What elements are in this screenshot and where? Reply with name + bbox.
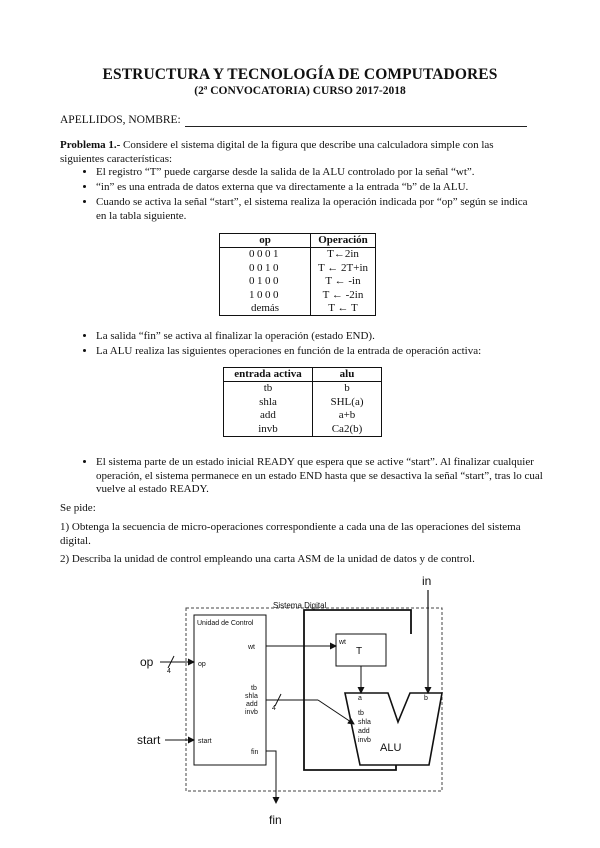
list-item: • La ALU realiza las siguientes operaciones en función de la entrada de operación activa:: [96, 345, 556, 359]
alu-b-port: b: [424, 695, 428, 702]
list-item: • El registro “T” puede cargarse desde la salida de la ALU controlado por la señal “wt”.: [96, 166, 536, 180]
table-cell: 0001: [220, 248, 311, 262]
alu-input-label: shla: [358, 719, 371, 726]
op-table-header: op: [220, 234, 311, 248]
question-2: 2) Describa la unidad de control empleando una carta ASM de la unidad de datos y de control.: [60, 553, 475, 565]
in-label: in: [422, 574, 432, 588]
alu-input-label: tb: [358, 710, 364, 717]
table-cell: SHL(a): [313, 396, 382, 409]
table-cell: T ← -in: [311, 275, 376, 288]
register-label: T: [356, 646, 363, 657]
page-title: ESTRUCTURA Y TECNOLOGÍA DE COMPUTADORES: [102, 66, 498, 83]
start-label: start: [137, 733, 161, 747]
table-cell: b: [313, 382, 382, 396]
table-cell: Ca2(b): [313, 423, 382, 437]
list-item: • Cuando se activa la señal “start”, el sistema realiza la operación indicada por “op” según se indica en la tabla siguiente.: [96, 196, 536, 223]
start-port: start: [198, 738, 212, 745]
alu-table-header: alu: [313, 368, 382, 382]
control-unit-label: Unidad de Control: [197, 620, 254, 627]
op-port: op: [198, 661, 206, 668]
problem-intro-text: Considere el sistema digital de la figura que describe una calculadora simple con las siguientes características:: [60, 139, 494, 165]
table-cell: a+b: [313, 409, 382, 422]
name-label: APELLIDOS, NOMBRE:: [60, 114, 181, 126]
problem-label: Problema 1.-: [60, 139, 121, 151]
ctrl-bus-width: 4: [272, 705, 276, 712]
ctrl-output-label: invb: [245, 709, 258, 716]
table-cell: add: [224, 409, 313, 422]
alu-input-label: add: [358, 728, 370, 735]
list-item: • El sistema parte de un estado inicial READY que espera que se active “start”. Al finalizar cualquier operación, el sistema permanece en un estado END hasta que se desactiva la señal “start”, tras lo cual vuelve al estado READY.: [96, 456, 566, 497]
op-table-header: Operación: [311, 234, 376, 248]
ctrl-output-label: tb: [251, 685, 257, 692]
table-cell: 0010: [220, 262, 311, 275]
table-cell: tb: [224, 382, 313, 396]
system-label: Sistema Digital: [273, 601, 327, 610]
table-cell: 0100: [220, 275, 311, 288]
table-cell: T ← -2in: [311, 289, 376, 302]
alu-a-port: a: [358, 695, 362, 702]
fin-label: fin: [269, 813, 282, 827]
fin-port: fin: [251, 749, 259, 756]
table-cell: invb: [224, 423, 313, 437]
ctrl-output-label: shla: [245, 693, 258, 700]
table-cell: 1000: [220, 289, 311, 302]
table-cell: T←2in: [311, 248, 376, 262]
table-cell: T ← T: [311, 302, 376, 316]
table-cell: shla: [224, 396, 313, 409]
op-label: op: [140, 655, 154, 669]
se-pide: Se pide:: [60, 502, 96, 514]
page-subtitle: (2ª CONVOCATORIA) CURSO 2017-2018: [194, 85, 406, 97]
ctrl-output-label: add: [246, 701, 258, 708]
table-cell: demás: [220, 302, 311, 316]
op-bus-width: 4: [167, 668, 171, 675]
wt-port: wt: [248, 644, 255, 651]
question-1: 1) Obtenga la secuencia de micro-operaciones correspondiente a cada una de las operaciones del sistema digital.: [60, 521, 521, 547]
alu-input-label: invb: [358, 737, 371, 744]
fin-line: [266, 751, 276, 803]
table-cell: T ← 2T+in: [311, 262, 376, 275]
alu-label: ALU: [380, 742, 402, 754]
alu-table-header: entrada activa: [224, 368, 313, 382]
register-wt-port: wt: [339, 639, 346, 646]
list-item: • La salida “fin” se activa al finalizar la operación (estado END).: [96, 330, 556, 344]
list-item: • “in” es una entrada de datos externa que va directamente a la entrada “b” de la ALU.: [96, 181, 536, 195]
